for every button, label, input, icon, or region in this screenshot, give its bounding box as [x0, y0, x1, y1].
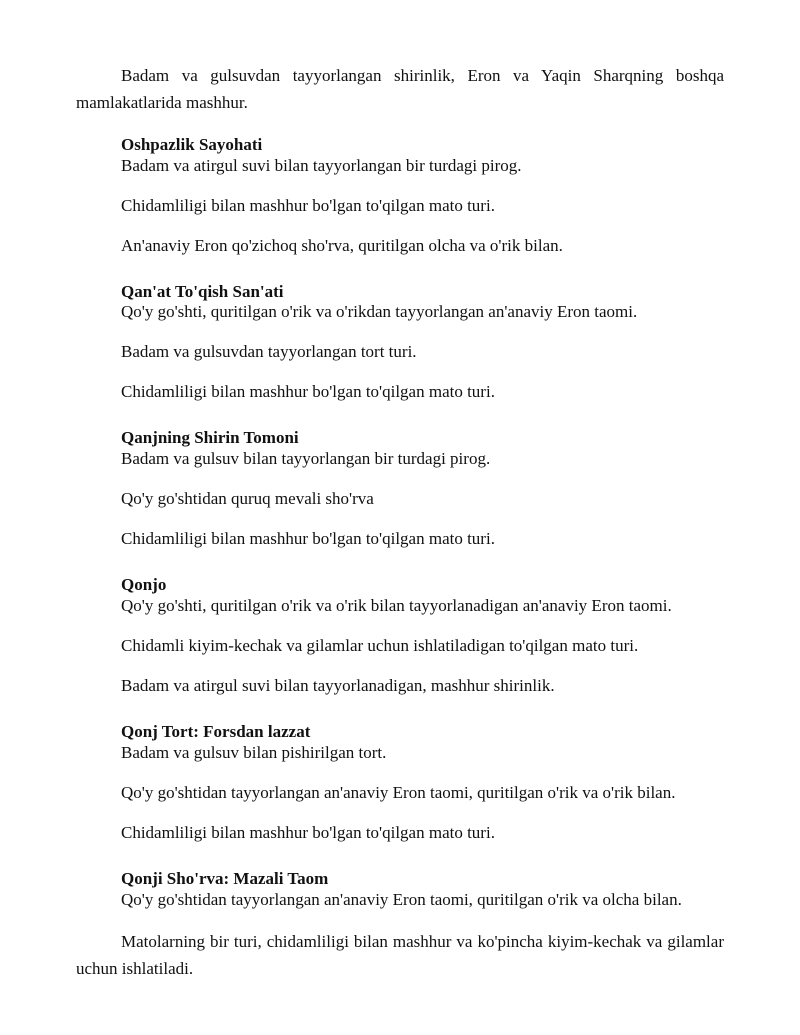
section-item: Qo'y go'shtidan tayyorlangan an'anaviy Eron taomi, quritilgan o'rik va olcha bilan. [121, 890, 682, 909]
section-item: Qo'y go'shtidan tayyorlangan an'anaviy Eron taomi, quritilgan o'rik va o'rik bilan. [121, 783, 676, 802]
section-item: Badam va atirgul suvi bilan tayyorlangan bir turdagi pirog. [121, 156, 522, 175]
section-heading: Qanjning Shirin Tomoni [121, 428, 299, 447]
section-item: An'anaviy Eron qo'zichoq sho'rva, quritilgan olcha va o'rik bilan. [121, 236, 563, 255]
section-item: Badam va gulsuv bilan tayyorlangan bir turdagi pirog. [121, 449, 491, 468]
section-heading: Qan'at To'qish San'ati [121, 282, 284, 301]
section-item: Badam va atirgul suvi bilan tayyorlanadigan, mashhur shirinlik. [121, 676, 555, 695]
section-item: Qo'y go'shtidan quruq mevali sho'rva [121, 489, 374, 508]
section-heading: Qonji Sho'rva: Mazali Taom [121, 869, 329, 888]
section-item: Qo'y go'shti, quritilgan o'rik va o'rik bilan tayyorlanadigan an'anaviy Eron taomi. [121, 596, 672, 615]
section-item: Chidamli kiyim-kechak va gilamlar uchun ishlatiladigan to'qilgan mato turi. [121, 636, 639, 655]
section-item: Badam va gulsuv bilan pishirilgan tort. [121, 743, 387, 762]
section-heading: Oshpazlik Sayohati [121, 135, 263, 154]
section-item: Chidamliligi bilan mashhur bo'lgan to'qilgan mato turi. [121, 529, 495, 548]
section-item: Chidamliligi bilan mashhur bo'lgan to'qilgan mato turi. [121, 823, 495, 842]
section-item: Qo'y go'shti, quritilgan o'rik va o'rikdan tayyorlangan an'anaviy Eron taomi. [121, 302, 638, 321]
section-heading: Qonjo [121, 575, 167, 594]
section-heading: Qonj Tort: Forsdan lazzat [121, 722, 311, 741]
section-item: Badam va gulsuvdan tayyorlangan tort turi. [121, 342, 417, 361]
intro-paragraph: Badam va gulsuvdan tayyorlangan shirinlik, Eron va Yaqin Sharqning boshqa mamlakatlarida mashhur. [76, 66, 724, 112]
section-item: Chidamliligi bilan mashhur bo'lgan to'qilgan mato turi. [121, 196, 495, 215]
outro-paragraph: Matolarning bir turi, chidamliligi bilan mashhur va ko'pincha kiyim-kechak va gilamlar uchun ishlatiladi. [76, 932, 724, 978]
section-item: Chidamliligi bilan mashhur bo'lgan to'qilgan mato turi. [121, 382, 495, 401]
